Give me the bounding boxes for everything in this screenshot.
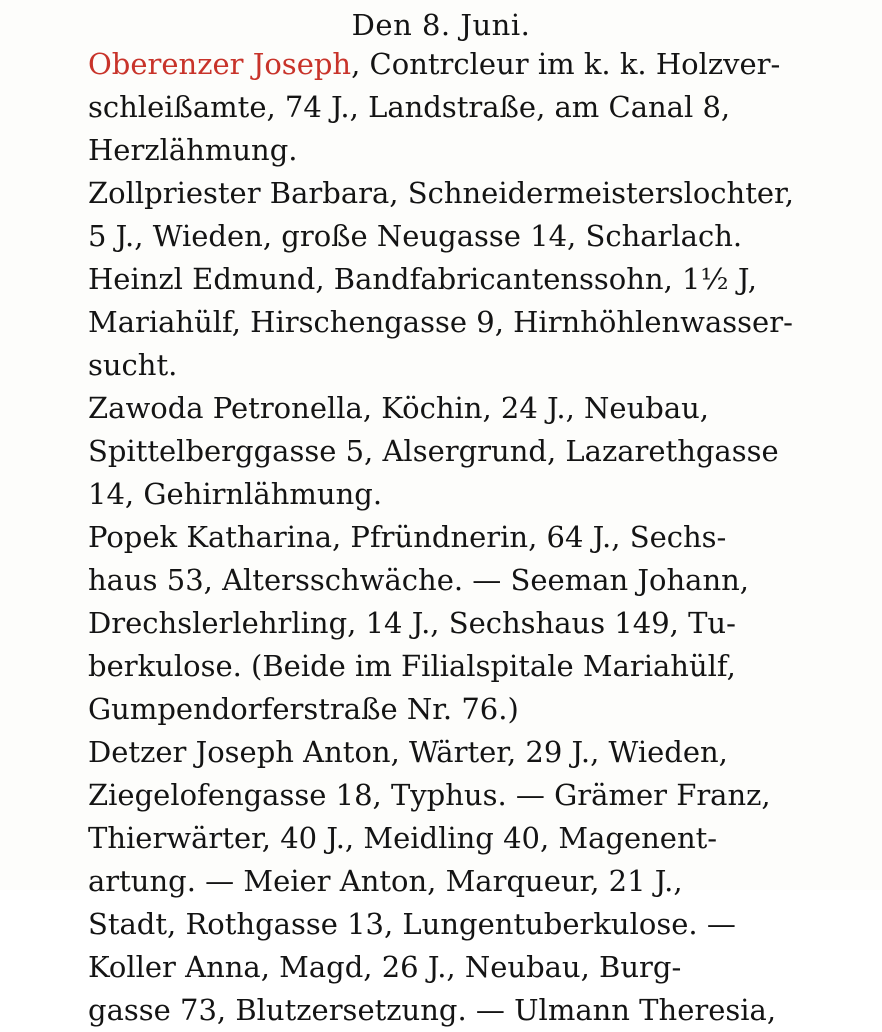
entry-line: Herzlähmung.: [88, 133, 298, 167]
register-entry-heinzl: [88, 258, 868, 387]
highlighted-name: Oberenzer Joseph: [88, 47, 352, 81]
entry-line: Spittelberggasse 5, Alsergrund, Lazarethgasse: [88, 434, 779, 468]
entry-line: artung. — Meier Anton, Marqueur, 21 J.,: [88, 864, 683, 898]
entry-line: gasse 73, Blutzersetzung. — Ulmann Theresia,: [88, 993, 777, 1027]
register-entry-popek-seeman: [88, 516, 868, 731]
entry-line: haus 53, Altersschwäche. — Seeman Johann,: [88, 563, 750, 597]
entry-line: Zawoda Petronella, Köchin, 24 J., Neubau,: [88, 391, 710, 425]
entry-line: Thierwärter, 40 J., Meidling 40, Magenent-: [88, 821, 718, 855]
date-heading: Den 8. Juni.: [351, 8, 531, 42]
entry-line: Popek Katharina, Pfründnerin, 64 J., Sechs-: [88, 520, 727, 554]
entry-line: 5 J., Wieden, große Neugasse 14, Scharlach.: [88, 219, 743, 253]
entry-line: Heinzl Edmund, Bandfabricantenssohn, 1½ J,: [88, 262, 757, 296]
entry-line: Stadt, Rothgasse 13, Lungentuberkulose. —: [88, 907, 736, 941]
entry-line: schleißamte, 74 J., Landstraße, am Canal 8,: [88, 90, 731, 124]
entry-line: sucht.: [88, 348, 178, 382]
entry-line: Ziegelofengasse 18, Typhus. — Grämer Franz,: [88, 778, 771, 812]
register-entry-detzer-group: [88, 731, 868, 1032]
death-register-list: [88, 43, 868, 1032]
register-entry-zollpriester: [88, 172, 868, 258]
entry-line: Koller Anna, Magd, 26 J., Neubau, Burg-: [88, 950, 682, 984]
register-entry-zawoda: [88, 387, 868, 516]
register-entry-oberenzer: [88, 43, 868, 172]
entry-line: Drechslerlehrling, 14 J., Sechshaus 149, Tu-: [88, 606, 736, 640]
entry-line-text: , Contrcleur im k. k. Holzver-: [351, 47, 781, 81]
entry-line: Mariahülf, Hirschengasse 9, Hirnhöhlenwasser-: [88, 305, 793, 339]
entry-line: Detzer Joseph Anton, Wärter, 29 J., Wieden,: [88, 735, 728, 769]
entry-line: 14, Gehirnlähmung.: [88, 477, 383, 511]
entry-line: [88, 43, 868, 86]
entry-line: berkulose. (Beide im Filialspitale Mariahülf,: [88, 649, 736, 683]
entry-line: Zollpriester Barbara, Schneidermeisterslochter,: [88, 176, 794, 210]
entry-line: Gumpendorferstraße Nr. 76.): [88, 692, 519, 726]
